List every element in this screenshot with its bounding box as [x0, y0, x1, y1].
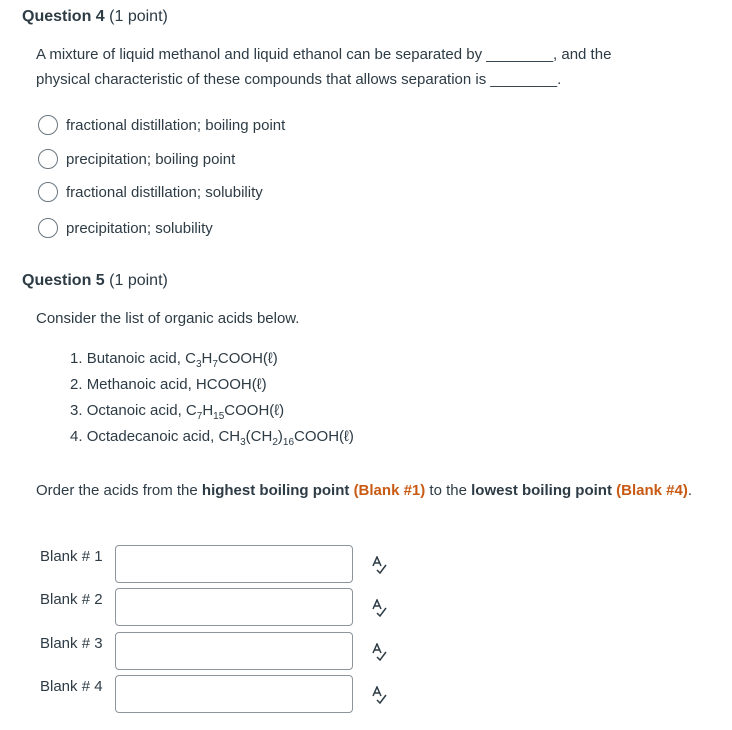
- blank-3-label: Blank # 3: [40, 635, 103, 652]
- chemical-formula: $C_7H_{15}COOH(\ell)$: [185, 402, 285, 422]
- list-item: 1. Butanoic acid, $C_3H_7COOH(\ell)$: [70, 350, 278, 370]
- option-4[interactable]: precipitation; solubility: [38, 216, 213, 240]
- option-2[interactable]: precipitation; boiling point: [38, 147, 235, 171]
- blank-1-label: Blank # 1: [40, 548, 103, 565]
- question-4-title: Question 4 (1 point): [22, 8, 168, 25]
- acid-list: [70, 346, 354, 450]
- radio-button[interactable]: [38, 182, 58, 202]
- radio-button[interactable]: [38, 115, 58, 135]
- spellcheck-icon[interactable]: [371, 643, 387, 661]
- chemical-formula: $C_3H_7COOH(\ell)$: [185, 350, 278, 370]
- spellcheck-icon[interactable]: [371, 686, 387, 704]
- chemical-formula: HCOOH(ℓ): [195, 376, 267, 393]
- list-item: 4. Octadecanoic acid, $CH_3(CH_2)_{16}COOH(\ell)$: [70, 428, 354, 448]
- question-4-prompt: A mixture of liquid methanol and liquid ethanol can be separated by ________, and the physical characteristic of these compounds that allows separation is ________.: [36, 46, 612, 88]
- chemical-formula: $CH_3(CH_2)_{16}COOH(\ell)$: [218, 428, 354, 448]
- list-item: 2. Methanoic acid, HCOOH(ℓ): [70, 376, 267, 393]
- list-item: 3. Octanoic acid, $C_7H_{15}COOH(\ell)$: [70, 402, 285, 422]
- spellcheck-icon[interactable]: [371, 599, 387, 617]
- blank-4-label: Blank # 4: [40, 678, 103, 695]
- radio-button[interactable]: [38, 218, 58, 238]
- question-5-intro: Consider the list of organic acids below.: [36, 310, 300, 327]
- blank-2-input[interactable]: [115, 588, 353, 626]
- option-3[interactable]: fractional distillation; solubility: [38, 180, 263, 204]
- blank-4-input[interactable]: [115, 675, 353, 713]
- blank-1-input[interactable]: [115, 545, 353, 583]
- option-1[interactable]: fractional distillation; boiling point: [38, 113, 285, 137]
- spellcheck-icon[interactable]: [371, 556, 387, 574]
- question-5-title: Question 5 (1 point): [22, 272, 168, 289]
- order-instruction: Order the acids from the highest boiling point (Blank #1) to the lowest boiling point (Blank #4).: [36, 482, 693, 499]
- blank-3-input[interactable]: [115, 632, 353, 670]
- blank-2-label: Blank # 2: [40, 591, 103, 608]
- radio-button[interactable]: [38, 149, 58, 169]
